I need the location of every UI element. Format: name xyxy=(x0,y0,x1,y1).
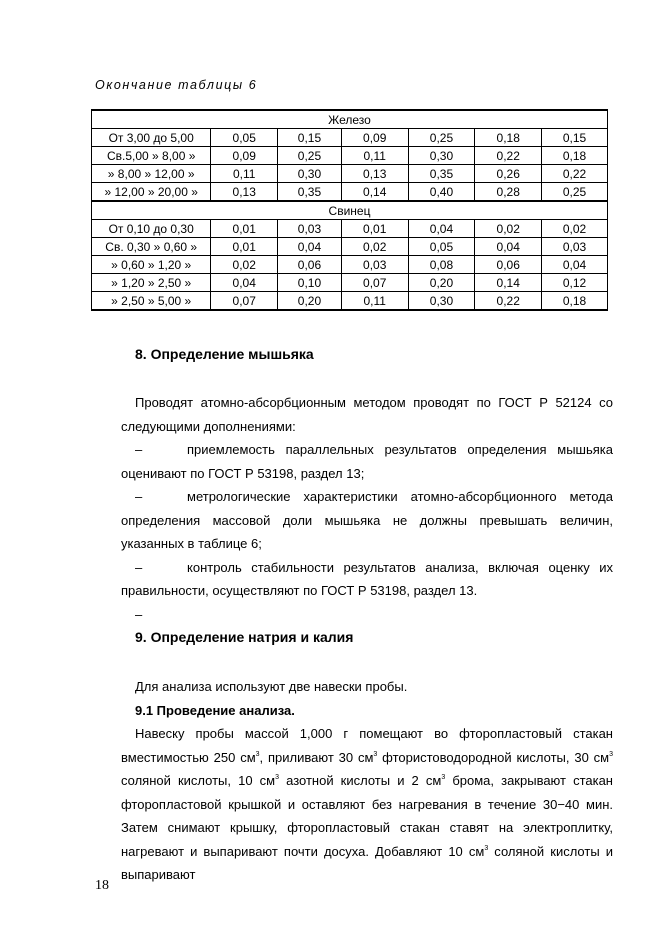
table-cell: 0,20 xyxy=(408,274,475,292)
row-label-cell: » 8,00 » 12,00 » xyxy=(92,165,211,183)
table-caption: Окончание таблицы 6 xyxy=(95,78,258,92)
table-cell: 0,05 xyxy=(408,238,475,256)
table-cell: 0,06 xyxy=(278,256,342,274)
row-label-cell: » 2,50 » 5,00 » xyxy=(92,292,211,311)
section-8-heading: 8. Определение мышьяка xyxy=(135,346,314,362)
table-cell: 0,08 xyxy=(408,256,475,274)
dash-mark: – xyxy=(135,442,143,457)
table-cell: 0,14 xyxy=(341,183,408,202)
text-run: азотной кислоты и 2 см xyxy=(279,773,442,788)
table-cell: 0,35 xyxy=(278,183,342,202)
row-label-cell: От 0,10 до 0,30 xyxy=(92,220,211,238)
table-cell: 0,18 xyxy=(542,147,608,165)
table-row xyxy=(92,129,608,147)
text-run: брома, закрывают стакан фторопластовой крышкой и оставляют без нагревания в течение 30−40 мин. Затем снимают крышку, фторопластовый стакан ставят на электроплитку, нагревают и выпаривают почти досуха. Добавляют 10 см xyxy=(121,773,613,859)
row-label-cell: Св. 0,30 » 0,60 » xyxy=(92,238,211,256)
list-item-first-line: приемлемость параллельных результатов определения мышьяка xyxy=(187,442,613,457)
text-run: фтористоводородной кислоты, 30 см xyxy=(377,749,610,765)
section-9-heading: 9. Определение натрия и калия xyxy=(135,629,354,645)
row-label-cell: Св.5,00 » 8,00 » xyxy=(92,147,211,165)
table-cell: 0,09 xyxy=(341,129,408,147)
superscript: 3 xyxy=(275,774,280,781)
dash-mark: – xyxy=(135,559,143,575)
text-run: , приливают 30 см xyxy=(259,749,374,765)
section-8-list xyxy=(121,438,613,603)
superscript: 3 xyxy=(441,774,446,781)
list-item xyxy=(121,438,613,462)
table-cell: 0,28 xyxy=(475,183,542,202)
dash-mark: – xyxy=(135,489,143,504)
table-cell: 0,30 xyxy=(278,165,342,183)
list-item xyxy=(121,485,613,509)
table-cell: 0,11 xyxy=(341,292,408,311)
list-item-continuation: правильности, осуществляют по ГОСТ Р 53198, раздел 13. xyxy=(121,583,478,598)
superscript: 3 xyxy=(484,844,489,852)
list-item-continuation: определения массовой доли мышьяка не должны превышать величин, указанных в таблице 6; xyxy=(121,512,613,551)
list-item-first-line: метрологические характеристики атомно-абсорбционного метода xyxy=(187,489,613,504)
table-row xyxy=(92,147,608,165)
table-group-row xyxy=(92,110,608,129)
section-9-body xyxy=(121,675,613,887)
superscript: 3 xyxy=(609,750,614,758)
dash-mark: – xyxy=(135,606,143,622)
table-cell: 0,04 xyxy=(475,238,542,256)
table-cell: 0,15 xyxy=(278,129,342,147)
table-cell: 0,22 xyxy=(542,165,608,183)
table-cell: 0,03 xyxy=(278,220,342,238)
table-cell: 0,01 xyxy=(211,220,278,238)
table-group-label: Свинец xyxy=(92,201,608,220)
table-cell: 0,02 xyxy=(475,220,542,238)
table-row xyxy=(92,274,608,292)
table-cell: 0,13 xyxy=(341,165,408,183)
subsection-9-1-text xyxy=(121,722,613,887)
table-cell: 0,26 xyxy=(475,165,542,183)
table-cell: 0,18 xyxy=(542,292,608,311)
table-cell: 0,04 xyxy=(408,220,475,238)
table-cell: 0,09 xyxy=(211,147,278,165)
table-cell: 0,11 xyxy=(341,147,408,165)
row-label-cell: » 0,60 » 1,20 » xyxy=(92,256,211,274)
text-run: соляной кислоты, 10 см xyxy=(121,773,276,788)
table-cell: 0,06 xyxy=(475,256,542,274)
table-cell: 0,25 xyxy=(542,183,608,202)
table-cell: 0,12 xyxy=(542,274,608,292)
table-row xyxy=(92,220,608,238)
table-cell: 0,02 xyxy=(341,238,408,256)
table-cell: 0,40 xyxy=(408,183,475,202)
trailing-dash xyxy=(121,603,613,627)
section-9-intro: Для анализа используют две навески пробы. xyxy=(135,679,408,694)
table-cell: 0,11 xyxy=(211,165,278,183)
superscript: 3 xyxy=(255,750,260,758)
table-row xyxy=(92,165,608,183)
list-item-continuation: оценивают по ГОСТ Р 53198, раздел 13; xyxy=(121,465,365,481)
table-cell: 0,25 xyxy=(408,129,475,147)
table-cell: 0,03 xyxy=(542,238,608,256)
text-run: Навеску пробы массой 1,000 г помещают во фторопластовый стакан вместимостью 250 см xyxy=(121,726,613,765)
table-cell: 0,30 xyxy=(408,147,475,165)
table-group-row xyxy=(92,201,608,220)
table-cell: 0,07 xyxy=(211,292,278,311)
table-cell: 0,20 xyxy=(278,292,342,311)
table-row xyxy=(92,256,608,274)
table-cell: 0,30 xyxy=(408,292,475,311)
text-run: соляной кислоты и выпаривают xyxy=(121,843,614,882)
table-cell: 0,22 xyxy=(475,147,542,165)
section-8-intro: Проводят атомно-абсорбционным методом проводят по ГОСТ Р 52124 со следующими дополнениями: xyxy=(121,395,613,434)
table-cell: 0,02 xyxy=(211,256,278,274)
table-cell: 0,10 xyxy=(278,274,342,292)
table-body xyxy=(92,110,608,310)
table-cell: 0,07 xyxy=(341,274,408,292)
table-cell: 0,25 xyxy=(278,147,342,165)
table-cell: 0,02 xyxy=(542,220,608,238)
list-item xyxy=(121,556,613,580)
table-cell: 0,04 xyxy=(542,256,608,274)
table-row xyxy=(92,292,608,311)
subsection-9-1-heading: 9.1 Проведение анализа. xyxy=(135,702,295,718)
row-label-cell: » 12,00 » 20,00 » xyxy=(92,183,211,202)
superscript: 3 xyxy=(373,750,378,758)
table-cell: 0,22 xyxy=(475,292,542,311)
table-cell: 0,04 xyxy=(278,238,342,256)
table-cell: 0,14 xyxy=(475,274,542,292)
list-item-first-line: контроль стабильности результатов анализа, включая оценку их xyxy=(187,559,613,575)
table-cell: 0,13 xyxy=(211,183,278,202)
table-row xyxy=(92,238,608,256)
table-cell: 0,03 xyxy=(341,256,408,274)
table-group-label: Железо xyxy=(92,110,608,129)
section-8-body xyxy=(121,391,613,626)
table-cell: 0,01 xyxy=(341,220,408,238)
table-row xyxy=(92,183,608,202)
table-cell: 0,18 xyxy=(475,129,542,147)
page-number: 18 xyxy=(95,878,109,893)
data-table xyxy=(91,109,608,311)
table-cell: 0,35 xyxy=(408,165,475,183)
row-label-cell: От 3,00 до 5,00 xyxy=(92,129,211,147)
table-cell: 0,01 xyxy=(211,238,278,256)
table-cell: 0,15 xyxy=(542,129,608,147)
table-cell: 0,04 xyxy=(211,274,278,292)
row-label-cell: » 1,20 » 2,50 » xyxy=(92,274,211,292)
table-cell: 0,05 xyxy=(211,129,278,147)
